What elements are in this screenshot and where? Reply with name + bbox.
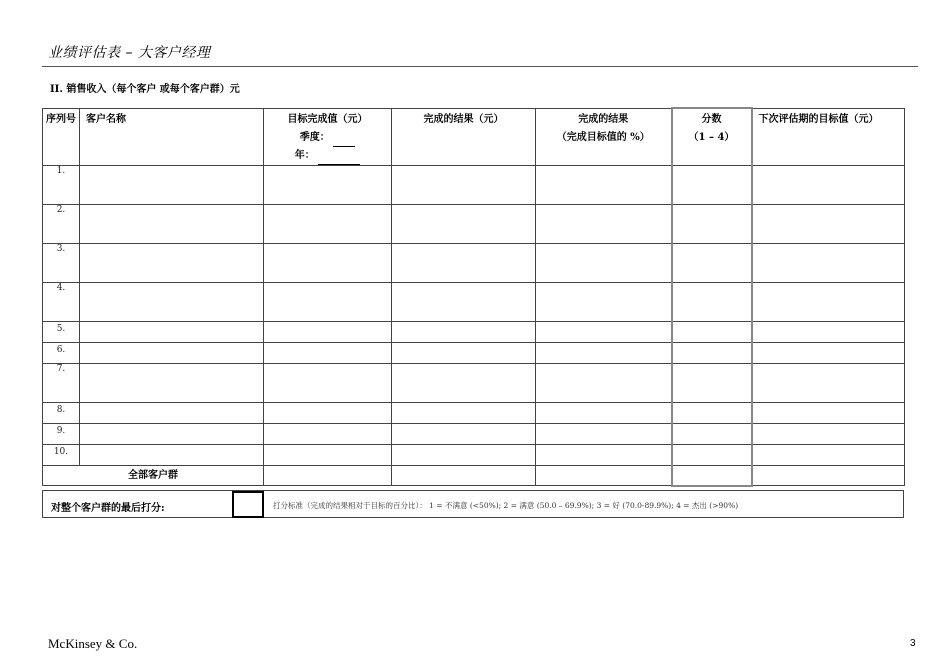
row-number: 5. [43, 321, 80, 342]
header-result-pct-label: 完成的结果 [578, 113, 629, 125]
result-pct-cell[interactable] [536, 342, 672, 363]
next-target-cell[interactable] [752, 342, 905, 363]
target-cell[interactable] [264, 423, 392, 444]
customer-name-cell[interactable] [80, 363, 264, 402]
next-target-cell[interactable] [752, 402, 905, 423]
score-cell[interactable] [672, 165, 752, 204]
target-cell[interactable] [264, 444, 392, 465]
next-target-cell[interactable] [752, 444, 905, 465]
next-target-cell[interactable] [752, 165, 905, 204]
final-score-label: 对整个客户群的最后打分: [51, 503, 165, 514]
header-target-label: 目标完成值（元） [287, 113, 368, 125]
scoring-criteria: 打分标准（完成的结果相对于目标的百分比）： 1 = 不满意 (<50%); 2 = 满意 (50.0 – 69.9%); 3 = 好 (70.0-89.9%); 4 = 杰出 (>90%) [273, 501, 739, 510]
header-result: 完成的结果（元） [392, 108, 536, 165]
total-next-target-cell[interactable] [752, 465, 905, 486]
result-cell[interactable] [392, 282, 536, 321]
result-cell[interactable] [392, 165, 536, 204]
header-result-pct [536, 108, 672, 165]
result-cell[interactable] [392, 204, 536, 243]
table-row [43, 165, 905, 204]
row-number: 4. [43, 282, 80, 321]
customer-name-cell[interactable] [80, 243, 264, 282]
row-number: 2. [43, 204, 80, 243]
score-cell[interactable] [672, 363, 752, 402]
header-customer-name: 客户名称 [80, 108, 264, 165]
total-target-cell[interactable] [264, 465, 392, 486]
result-cell[interactable] [392, 423, 536, 444]
header-target [264, 108, 392, 165]
result-pct-cell[interactable] [536, 204, 672, 243]
row-number: 9. [43, 423, 80, 444]
footer-brand: McKinsey & Co. [48, 636, 138, 651]
result-cell[interactable] [392, 342, 536, 363]
customer-name-cell[interactable] [80, 165, 264, 204]
header-score-range: （1 – 4） [688, 132, 735, 143]
result-pct-cell[interactable] [536, 444, 672, 465]
customer-name-cell[interactable] [80, 444, 264, 465]
section-title: II. 销售收入（每个客户 或每个客户群）元 [50, 84, 240, 95]
header-result-pct-sub: （完成目标值的 %） [556, 131, 650, 143]
row-number: 1. [43, 165, 80, 204]
result-pct-cell[interactable] [536, 243, 672, 282]
header-score [672, 108, 752, 165]
table-row [43, 402, 905, 423]
result-cell[interactable] [392, 444, 536, 465]
header-target-quarter: 季度： [264, 129, 391, 147]
target-cell[interactable] [264, 204, 392, 243]
customer-name-cell[interactable] [80, 204, 264, 243]
table-row [43, 342, 905, 363]
table-row [43, 321, 905, 342]
customer-name-cell[interactable] [80, 282, 264, 321]
result-pct-cell[interactable] [536, 402, 672, 423]
final-score-section [42, 490, 904, 518]
table-row [43, 204, 905, 243]
next-target-cell[interactable] [752, 243, 905, 282]
result-pct-cell[interactable] [536, 165, 672, 204]
target-cell[interactable] [264, 321, 392, 342]
score-cell[interactable] [672, 342, 752, 363]
row-number: 10. [43, 444, 80, 465]
target-cell[interactable] [264, 165, 392, 204]
result-pct-cell[interactable] [536, 321, 672, 342]
score-cell[interactable] [672, 402, 752, 423]
next-target-cell[interactable] [752, 321, 905, 342]
target-cell[interactable] [264, 342, 392, 363]
score-cell[interactable] [672, 204, 752, 243]
score-cell[interactable] [672, 423, 752, 444]
result-cell[interactable] [392, 243, 536, 282]
target-cell[interactable] [264, 402, 392, 423]
next-target-cell[interactable] [752, 363, 905, 402]
table-row [43, 423, 905, 444]
next-target-cell[interactable] [752, 423, 905, 444]
customer-name-cell[interactable] [80, 321, 264, 342]
header-target-year: 年： [264, 147, 391, 165]
table-row [43, 243, 905, 282]
score-cell[interactable] [672, 243, 752, 282]
result-cell[interactable] [392, 363, 536, 402]
header-next-target: 下次评估期的目标值（元） [752, 108, 905, 165]
customer-name-cell[interactable] [80, 402, 264, 423]
total-result-cell[interactable] [392, 465, 536, 486]
score-cell[interactable] [672, 321, 752, 342]
next-target-cell[interactable] [752, 282, 905, 321]
target-cell[interactable] [264, 363, 392, 402]
score-cell[interactable] [672, 444, 752, 465]
total-label: 全部客户群 [43, 465, 264, 486]
row-number: 7. [43, 363, 80, 402]
customer-name-cell[interactable] [80, 342, 264, 363]
result-pct-cell[interactable] [536, 363, 672, 402]
page-number: 3 [910, 638, 916, 649]
target-cell[interactable] [264, 282, 392, 321]
final-score-input-box[interactable] [232, 491, 264, 518]
document-title: 业绩评估表 – 大客户经理 [48, 45, 211, 61]
table-row [43, 444, 905, 465]
score-cell[interactable] [672, 282, 752, 321]
row-number: 8. [43, 402, 80, 423]
header-seq: 序列号 [43, 108, 80, 165]
next-target-cell[interactable] [752, 204, 905, 243]
table-row [43, 363, 905, 402]
total-score-cell[interactable] [672, 465, 752, 486]
row-number: 6. [43, 342, 80, 363]
result-pct-cell[interactable] [536, 282, 672, 321]
result-cell[interactable] [392, 402, 536, 423]
result-pct-cell[interactable] [536, 423, 672, 444]
row-number: 3. [43, 243, 80, 282]
header-score-label: 分数 [701, 114, 722, 125]
total-result-pct-cell[interactable] [536, 465, 672, 486]
customer-name-cell[interactable] [80, 423, 264, 444]
evaluation-table [42, 107, 905, 487]
result-cell[interactable] [392, 321, 536, 342]
target-cell[interactable] [264, 243, 392, 282]
total-row [43, 465, 905, 486]
title-divider [42, 66, 918, 67]
table-row [43, 282, 905, 321]
